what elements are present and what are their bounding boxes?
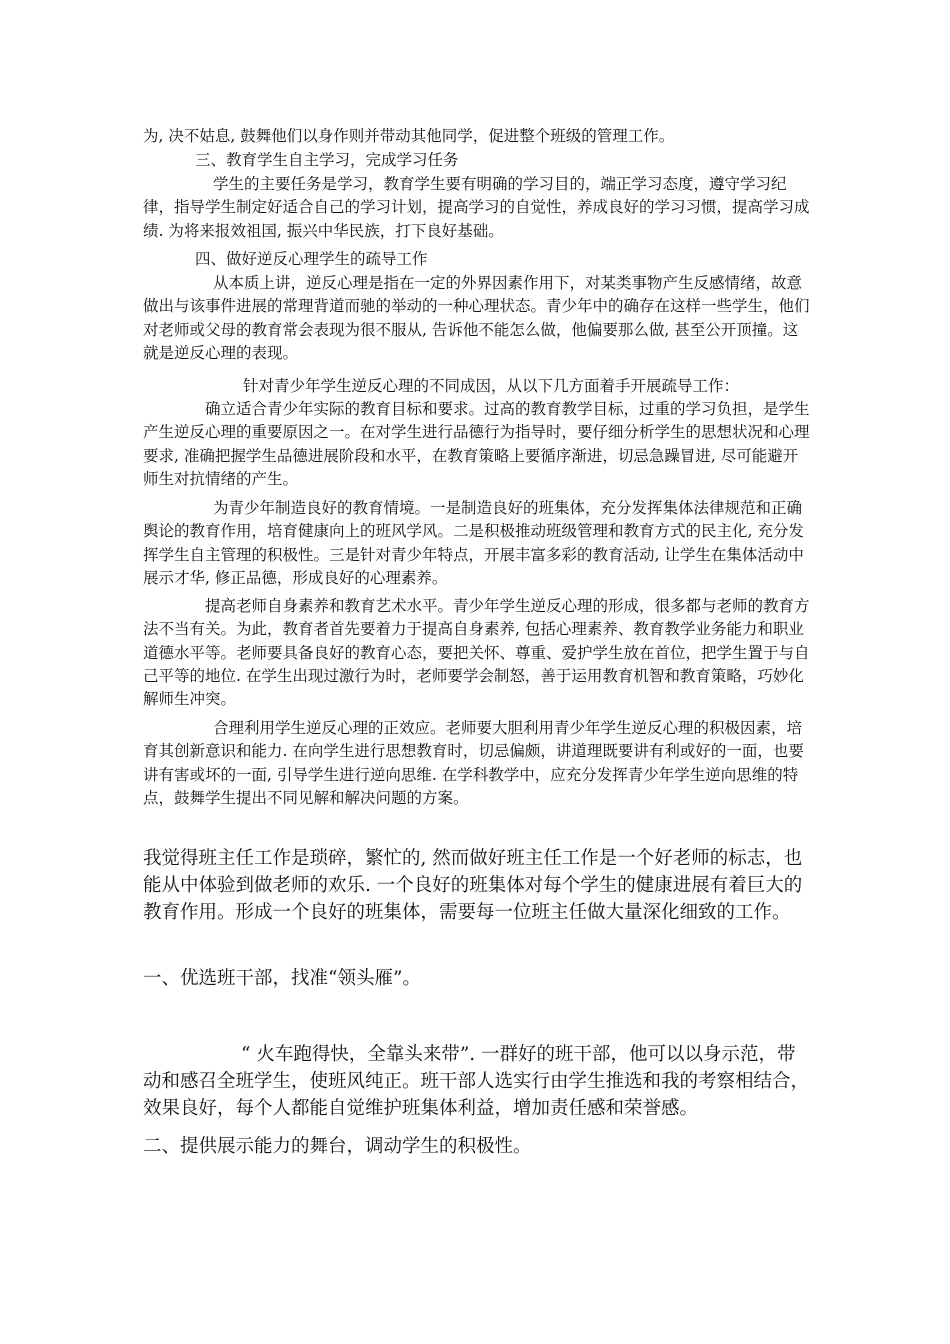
heading-2-large: 二、提供展示能力的舞台，调动学生的积极性。	[143, 1136, 532, 1157]
paragraph-study: 学生的主要任务是学习，教育学生要有明确的学习目的，端正学习态度，遵守学习纪律，指导学生制定好适合自己的学习计划，提高学习的自觉性，养成良好的学习习惯，提高学习成绩. 为将来报效祖国, 振兴中华民族，打下良好基础。	[143, 175, 810, 240]
paragraph-continuation: 为, 决不姑息, 鼓舞他们以身作则并带动其他同学，促进整个班级的管理工作。	[143, 127, 675, 145]
heading-1-large: 一、优选班干部，找准“领头雁”。	[143, 968, 421, 989]
paragraph-rebellion-definition: 从本质上讲，逆反心理是指在一定的外界因素作用下，对某类事物产生反感情绪，故意做出与该事件进展的常理背道而驰的举动的一种心理状态。青少年中的确存在这样一些学生，他们对老师或父母的教育常会表现为很不服从, 告诉他不能怎么做，他偏要那么做, 甚至公开顶撞。这就是逆反心理的表现。	[143, 274, 810, 362]
section-heading-4: 四、做好逆反心理学生的疏导工作	[195, 250, 428, 268]
paragraph-guidance-intro: 针对青少年学生逆反心理的不同成因，从以下几方面着手开展疏导工作：	[243, 377, 740, 395]
section-heading-3: 三、教育学生自主学习，完成学习任务	[195, 151, 459, 169]
paragraph-environment: 为青少年制造良好的教育情境。一是制造良好的班集体，充分发挥集体法律规范和正确舆论的教育作用，培育健康向上的班风学风。二是积极推动班级管理和教育方式的民主化, 充分发挥学生自主管理的积极性。三是针对青少年特点，开展丰富多彩的教育活动, 让学生在集体活动中展示才华, 修正品德，形成良好的心理素养。	[143, 499, 804, 587]
paragraph-intro-large: 我觉得班主任工作是琐碎，繁忙的, 然而做好班主任工作是一个好老师的标志，也能从中体验到做老师的欢乐. 一个良好的班集体对每个学生的健康进展有着巨大的教育作用。形成一个良好的班集体，需要每一位班主任做大量深化细致的工作。	[143, 848, 803, 923]
paragraph-teacher-quality: 提高老师自身素养和教育艺术水平。青少年学生逆反心理的形成，很多都与老师的教育方法不当有关。为此，教育者首先要着力于提高自身素养, 包括心理素养、教育教学业务能力和职业道德水平等。老师要具备良好的教育心态，要把关怀、尊重、爱护学生放在首位，把学生置于与自己平等的地位. 在学生出现过激行为时，老师要学会制怒，善于运用教育机智和教育策略，巧妙化解师生冲突。	[143, 597, 810, 709]
paragraph-goals: 确立适合青少年实际的教育目标和要求。过高的教育教学目标，过重的学习负担，是学生产生逆反心理的重要原因之一。在对学生进行品德行为指导时，要仔细分析学生的思想状况和心理要求, 准确把握学生品德进展阶段和水平，在教育策略上要循序渐进，切忌急躁冒进, 尽可能避开师生对抗情绪的产生。	[143, 400, 810, 488]
paragraph-positive-effect: 合理利用学生逆反心理的正效应。老师要大胆利用青少年学生逆反心理的积极因素，培育其创新意识和能力. 在向学生进行思想教育时，切忌偏颇，讲道理既要讲有利或好的一面，也要讲有害或坏的一面, 引导学生进行逆向思维. 在学科教学中，应充分发挥青少年学生逆向思维的特点，鼓舞学生提出不同见解和解决问题的方案。	[143, 719, 804, 807]
paragraph-quote: “ 火车跑得快，全靠头来带”. 一群好的班干部，他可以以身示范，带动和感召全班学生，使班风纯正。班干部人选实行由学生推选和我的考察相结合，效果良好，每个人都能自觉维护班集体利益，增加责任感和荣誉感。	[143, 1044, 810, 1119]
